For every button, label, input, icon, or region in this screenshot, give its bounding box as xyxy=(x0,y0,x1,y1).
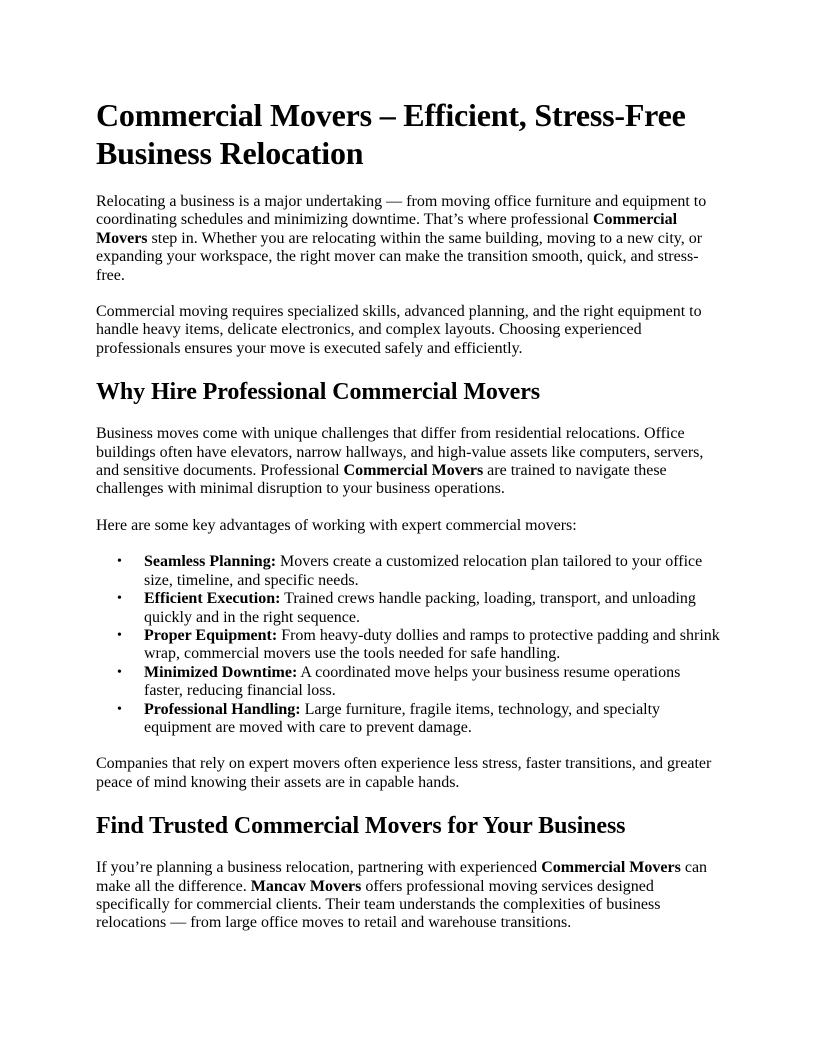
bullet-icon: • xyxy=(117,591,122,607)
list-item xyxy=(117,590,720,627)
list-item-text: A coordinated move helps your business resume operations faster, reducing financial loss. xyxy=(144,663,681,700)
find-p1-bold-mancav-movers: Mancav Movers xyxy=(250,877,362,895)
find-p1-bold-commercial-movers: Commercial Movers xyxy=(541,859,681,877)
why-hire-paragraph-1 xyxy=(96,425,720,499)
list-item-label: Minimized Downtime: xyxy=(144,663,298,681)
why-hire-paragraph-3: Companies that rely on expert movers often experience less stress, faster transitions, and greater peace of mind knowing their assets are in capable hands. xyxy=(96,755,712,791)
intro-p1-text-1: Relocating a business is a major undertaking — from moving office furniture and equipment to coordinating schedules and minimizing downtime. That’s where professional xyxy=(96,193,707,229)
bullet-icon: • xyxy=(117,627,122,643)
why-hire-p1-bold-commercial-movers: Commercial Movers xyxy=(343,462,484,480)
intro-paragraph-1 xyxy=(96,193,720,285)
section-heading-find-trusted: Find Trusted Commercial Movers for Your Business xyxy=(96,813,626,840)
why-hire-p1-text-1: Business moves come with unique challenges that differ from residential relocations. Office buildings often have elevators, narrow hallways, and high-value assets like computers, servers, and sensitive documents. Professional xyxy=(96,425,704,480)
advantages-list xyxy=(96,553,720,737)
list-item-text: Trained crews handle packing, loading, transport, and unloading quickly and in the right sequence. xyxy=(144,590,696,626)
list-item-label: Seamless Planning: xyxy=(144,553,277,571)
why-hire-p1-text-2: are trained to navigate these challenges with minimal disruption to your business operations. xyxy=(96,462,667,498)
list-item xyxy=(117,626,720,664)
list-item xyxy=(117,553,720,590)
list-item-text: Large furniture, fragile items, technology, and specialty equipment are moved with care to prevent damage. xyxy=(144,700,661,736)
list-item xyxy=(117,700,720,738)
list-item-label: Proper Equipment: xyxy=(144,626,278,644)
page-title: Commercial Movers – Efficient, Stress-Free Business Relocation xyxy=(96,97,686,171)
find-p1-text-2: can make all the difference. xyxy=(96,859,708,895)
list-item-text: From heavy-duty dollies and ramps to protective padding and shrink wrap, commercial movers use the tools needed for safe handling. xyxy=(144,626,720,663)
section-heading-why-hire: Why Hire Professional Commercial Movers xyxy=(96,379,541,406)
find-p1-text-3: offers professional moving services designed specifically for commercial clients. Their team understands the complexities of business relocations — from large office moves to retail and warehouse transitions. xyxy=(96,877,661,932)
intro-p1-bold-commercial-movers: Commercial Movers xyxy=(96,211,678,247)
list-item-text: Movers create a customized relocation plan tailored to your office size, timeline, and specific needs. xyxy=(144,553,703,589)
bullet-icon: • xyxy=(117,554,122,570)
find-trusted-paragraph-1 xyxy=(96,859,720,933)
list-item xyxy=(117,663,720,701)
list-item-label: Professional Handling: xyxy=(144,700,301,718)
intro-p1-text-2: step in. Whether you are relocating within the same building, moving to a new city, or expanding your workspace, the right mover can make the transition smooth, quick, and stress-free. xyxy=(96,229,703,284)
intro-paragraph-2: Commercial moving requires specialized skills, advanced planning, and the right equipment to handle heavy items, delicate electronics, and complex layouts. Choosing experienced professionals ensures your move is executed safely and efficiently. xyxy=(96,303,702,357)
bullet-icon: • xyxy=(117,664,122,680)
bullet-icon: • xyxy=(117,701,122,717)
document-page xyxy=(96,96,720,951)
find-p1-text-1: If you’re planning a business relocation, partnering with experienced xyxy=(96,859,542,877)
why-hire-paragraph-2: Here are some key advantages of working with expert commercial movers: xyxy=(96,516,577,534)
list-item-label: Efficient Execution: xyxy=(144,590,281,608)
